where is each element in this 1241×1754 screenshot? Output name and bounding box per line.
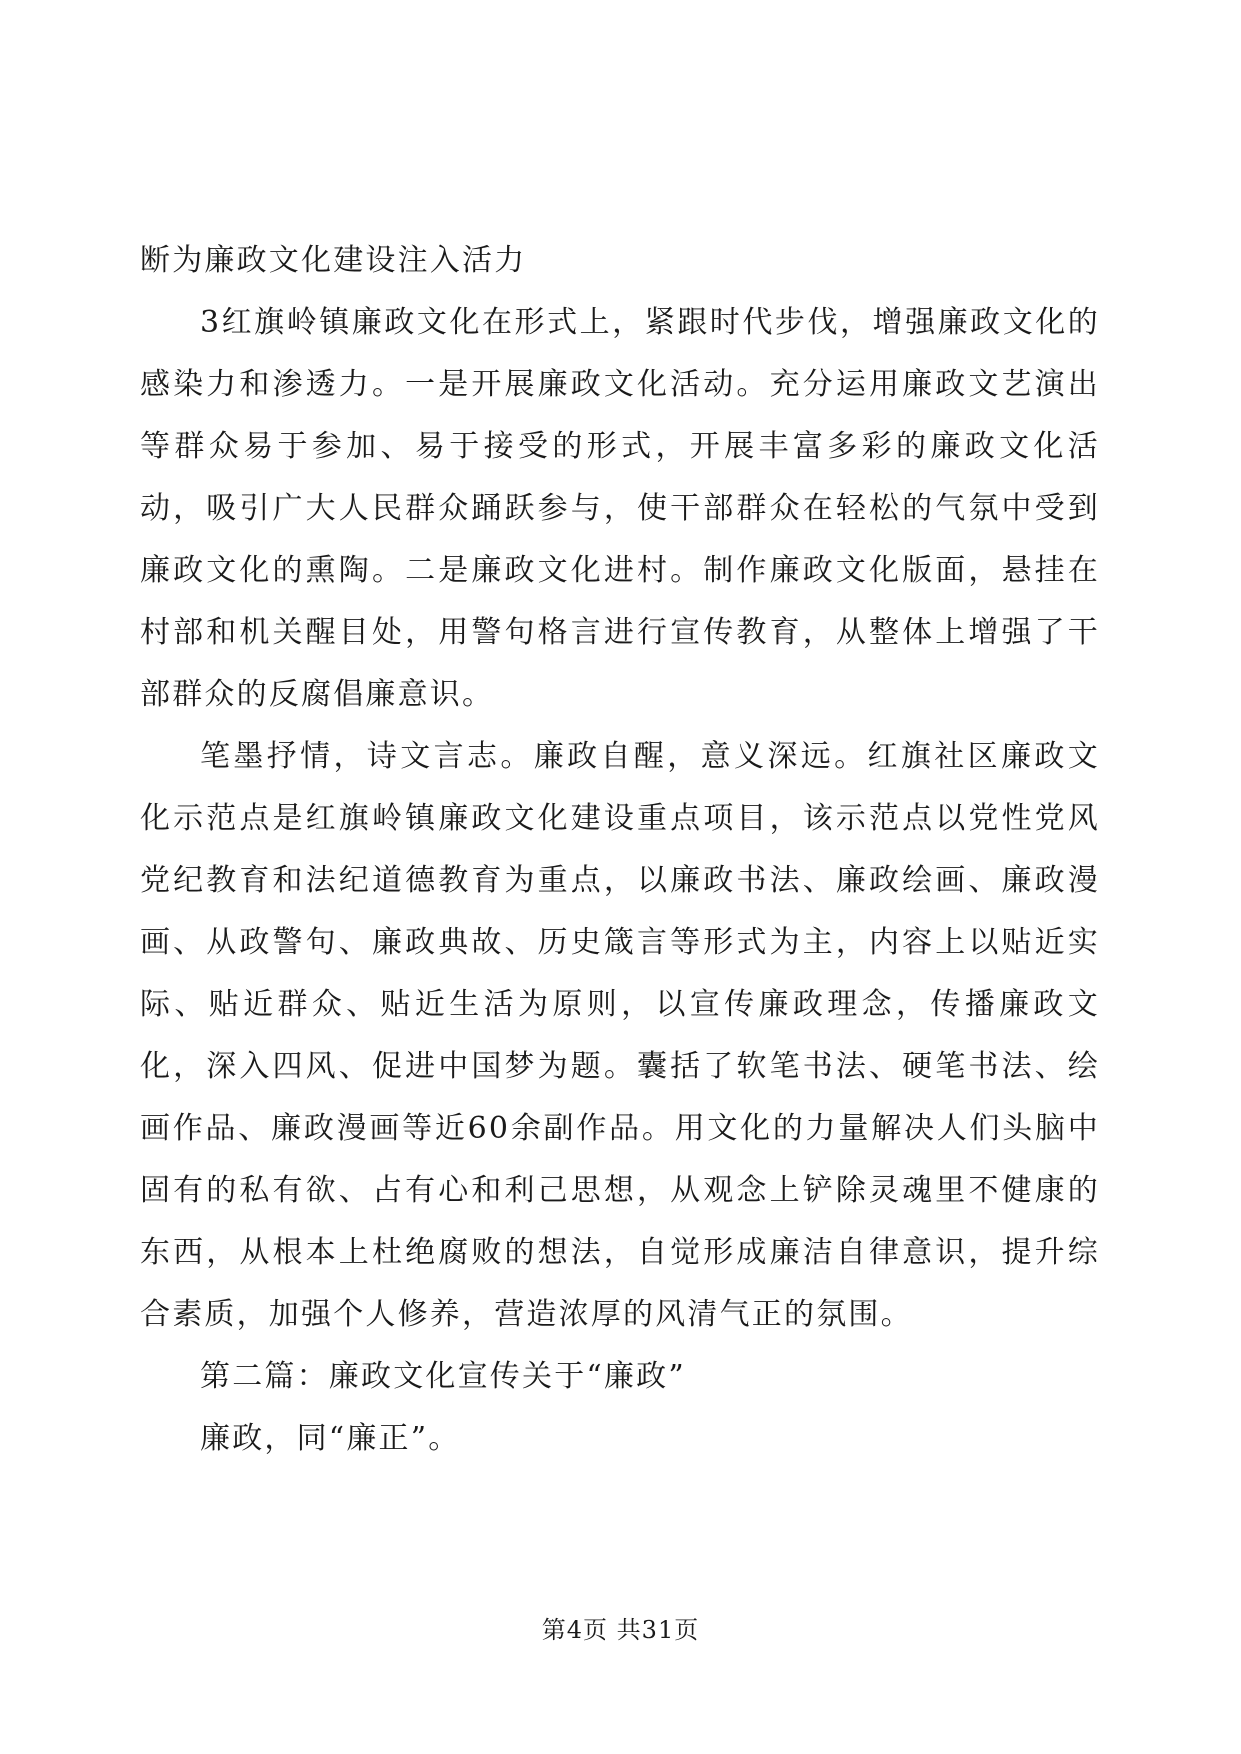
paragraph-continuation: 断为廉政文化建设注入活力: [140, 243, 527, 278]
page-number-footer: 第4页 共31页: [541, 1616, 700, 1644]
paragraph-1: 3红旗岭镇廉政文化在形式上，紧跟时代步伐，增强廉政文化的感染力和渗透力。一是开展廉政文化活动。充分运用廉政文艺演出等群众易于参加、易于接受的形式，开展丰富多彩的廉政文化活动，吸引广大人民群众踊跃参与，使干部群众在轻松的气氛中受到廉政文化的熏陶。二是廉政文化进村。制作廉政文化版面，悬挂在村部和机关醒目处，用警句格言进行宣传教育，从整体上增强了干部群众的反腐倡廉意识。: [140, 305, 1100, 712]
paragraph-2: 笔墨抒情，诗文言志。廉政自醒，意义深远。红旗社区廉政文化示范点是红旗岭镇廉政文化建设重点项目，该示范点以党性党风党纪教育和法纪道德教育为重点，以廉政书法、廉政绘画、廉政漫画、从政警句、廉政典故、历史箴言等形式为主，内容上以贴近实际、贴近群众、贴近生活为原则，以宣传廉政理念，传播廉政文化，深入四风、促进中国梦为题。囊括了软笔书法、硬笔书法、绘画作品、廉政漫画等近60余副作品。用文化的力量解决人们头脑中固有的私有欲、占有心和利己思想，从观念上铲除灵魂里不健康的东西，从根本上杜绝腐败的想法，自觉形成廉洁自律意识，提升综合素质，加强个人修养，营造浓厚的风清气正的氛围。: [140, 739, 1100, 1332]
paragraph-4: 廉政，同“廉正”。: [200, 1421, 461, 1456]
document-body: [140, 230, 1100, 1470]
section-heading: 第二篇：廉政文化宣传关于“廉政”: [200, 1359, 686, 1394]
